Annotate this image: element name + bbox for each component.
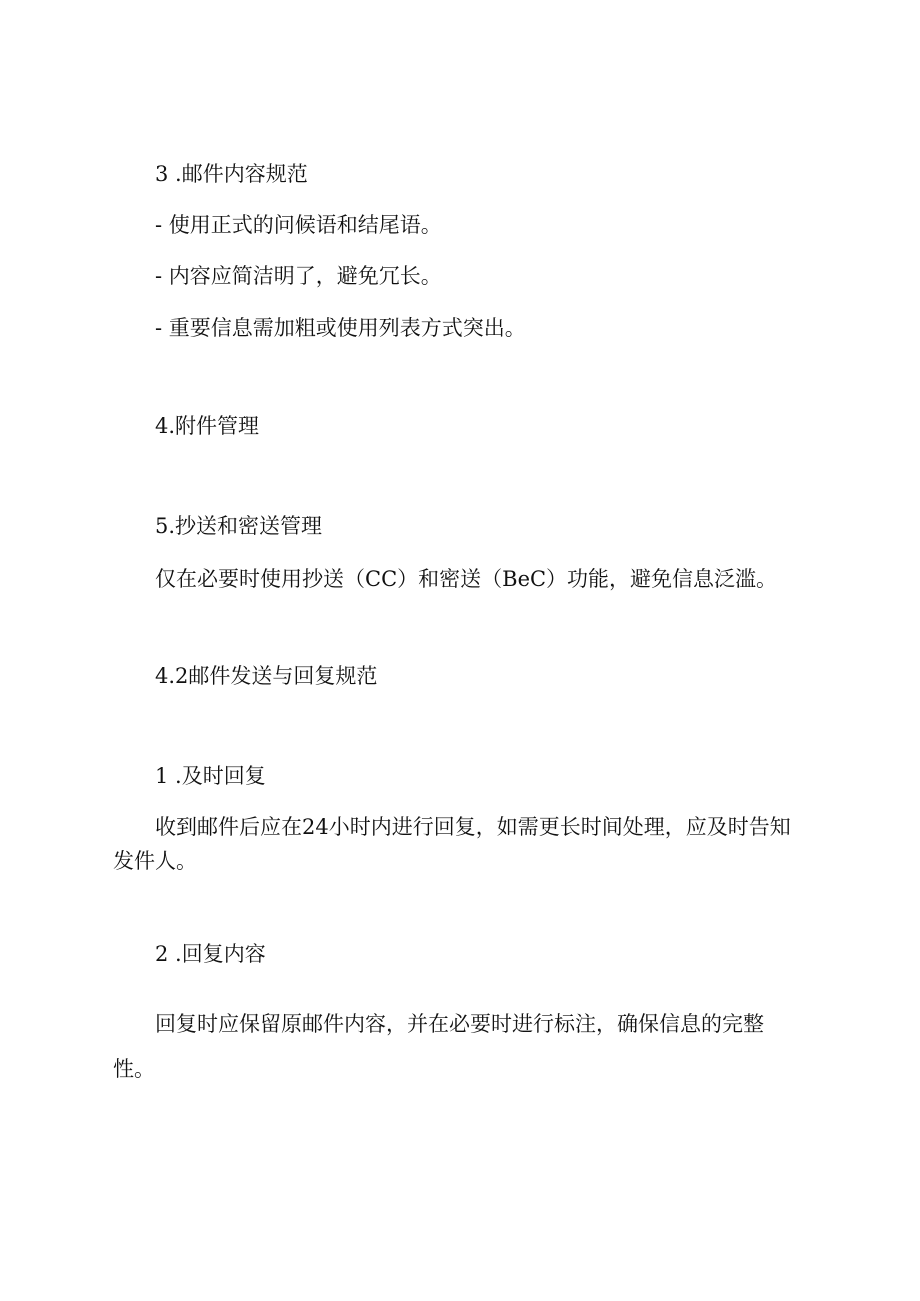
section4-heading: 4.附件管理 bbox=[155, 414, 260, 438]
section3-heading: 3 .邮件内容规范 bbox=[155, 162, 308, 186]
item2-heading: 2 .回复内容 bbox=[155, 942, 266, 966]
section5-heading: 5.抄送和密送管理 bbox=[155, 514, 323, 538]
section5-body: 仅在必要时使用抄送（CC）和密送（BeC）功能，避免信息泛滥。 bbox=[155, 567, 778, 591]
item2-body-line1: 回复时应保留原邮件内容，并在必要时进行标注，确保信息的完整 bbox=[155, 1012, 764, 1036]
section3-bullet-concise: - 内容应简洁明了，避免冗长。 bbox=[155, 264, 442, 288]
item2-body-line2: 性。 bbox=[113, 1057, 155, 1081]
subsection-4-2-heading: 4.2邮件发送与回复规范 bbox=[155, 664, 378, 688]
item1-heading: 1 .及时回复 bbox=[155, 764, 266, 788]
item1-body-line1: 收到邮件后应在24小时内进行回复，如需更长时间处理，应及时告知 bbox=[155, 815, 791, 839]
section3-bullet-formal-greeting: - 使用正式的问候语和结尾语。 bbox=[155, 213, 442, 237]
item1-body-line2: 发件人。 bbox=[113, 849, 197, 873]
section3-bullet-emphasis: - 重要信息需加粗或使用列表方式突出。 bbox=[155, 316, 526, 340]
